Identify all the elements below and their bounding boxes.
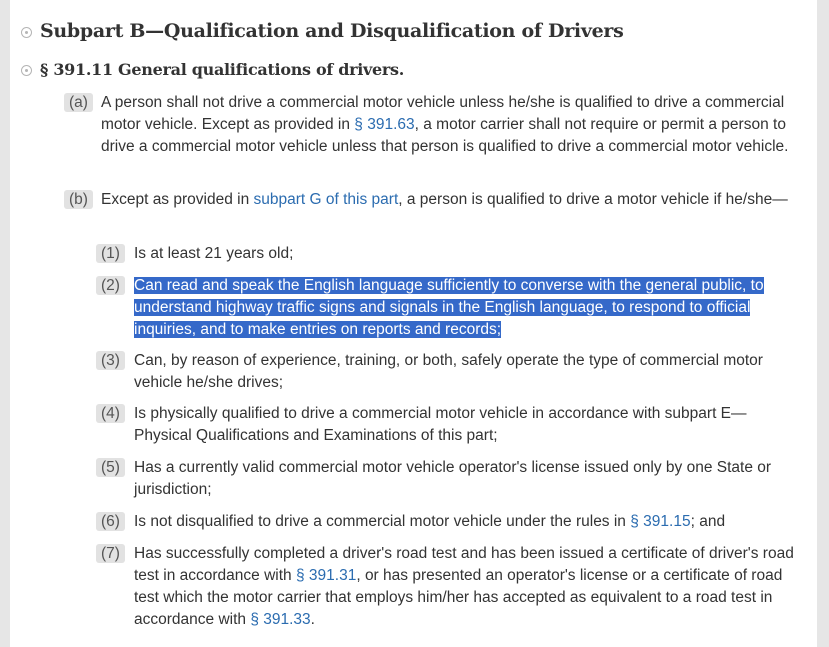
paragraph-marker[interactable]: (a) [64,93,93,112]
paragraph-b-5: (5) Has a currently valid commercial motor vehicle operator's license issued only by one State or jurisdiction; [134,457,794,501]
paragraph-marker[interactable]: (1) [96,244,125,263]
link-391-15[interactable]: § 391.15 [630,513,691,530]
collapse-toggle-icon[interactable] [21,27,32,38]
paragraph-marker[interactable]: (7) [96,544,125,563]
collapse-toggle-icon[interactable] [21,65,32,76]
paragraph-b: (b) Except as provided in subpart G of this part, a person is qualified to drive a motor vehicle if he/she— [101,189,801,211]
paragraph-marker[interactable]: (3) [96,351,125,370]
paragraph-marker[interactable]: (6) [96,512,125,531]
link-391-31[interactable]: § 391.31 [295,567,357,584]
paragraph-b-1: (1) Is at least 21 years old; [134,243,794,265]
link-391-63[interactable]: § 391.63 [354,116,415,133]
paragraph-b-7: (7) Has successfully completed a driver's road test and has been issued a certificate of driver's road test in accordance with § 391.31, or has presented an operator's license or a certificate of road test which the motor carrier that employs him/her has accepted as equivalent to a road test in accordance with § 391.33. [134,543,794,631]
link-subpart-g[interactable]: subpart G of this part [253,191,399,208]
paragraph-b-3: (3) Can, by reason of experience, training, or both, safely operate the type of commercial motor vehicle he/she drives; [134,350,794,394]
regulation-page [10,0,817,647]
paragraph-marker[interactable]: (4) [96,404,125,423]
link-391-33[interactable]: § 391.33 [250,611,311,628]
section-heading: § 391.11 General qualifications of drivers. [40,60,405,79]
paragraph-b-6: (6) Is not disqualified to drive a commercial motor vehicle under the rules in § 391.15; and [134,511,794,533]
paragraph-a: (a) A person shall not drive a commercial motor vehicle unless he/she is qualified to drive a commercial motor vehicle. Except as provided in § 391.63, a motor carrier shall not require or permit a person to drive a commercial motor vehicle unless that person is qualified to drive a commercial motor vehicle. [101,92,801,158]
paragraph-marker[interactable]: (b) [64,190,93,209]
subpart-heading: Subpart B—Qualification and Disqualification of Drivers [40,20,624,42]
paragraph-marker[interactable]: (2) [96,276,125,295]
selected-text: Can read and speak the English language sufficiently to converse with the general public, to understand highway traffic signs and signals in the English language, to respond to official inquiries, and to make entries on reports and records; [134,277,764,338]
paragraph-b-2 [101,275,794,341]
paragraph-b-4: (4) Is physically qualified to drive a commercial motor vehicle in accordance with subpart E—Physical Qualifications and Examinations of this part; [134,403,794,447]
paragraph-marker[interactable]: (5) [96,458,125,477]
